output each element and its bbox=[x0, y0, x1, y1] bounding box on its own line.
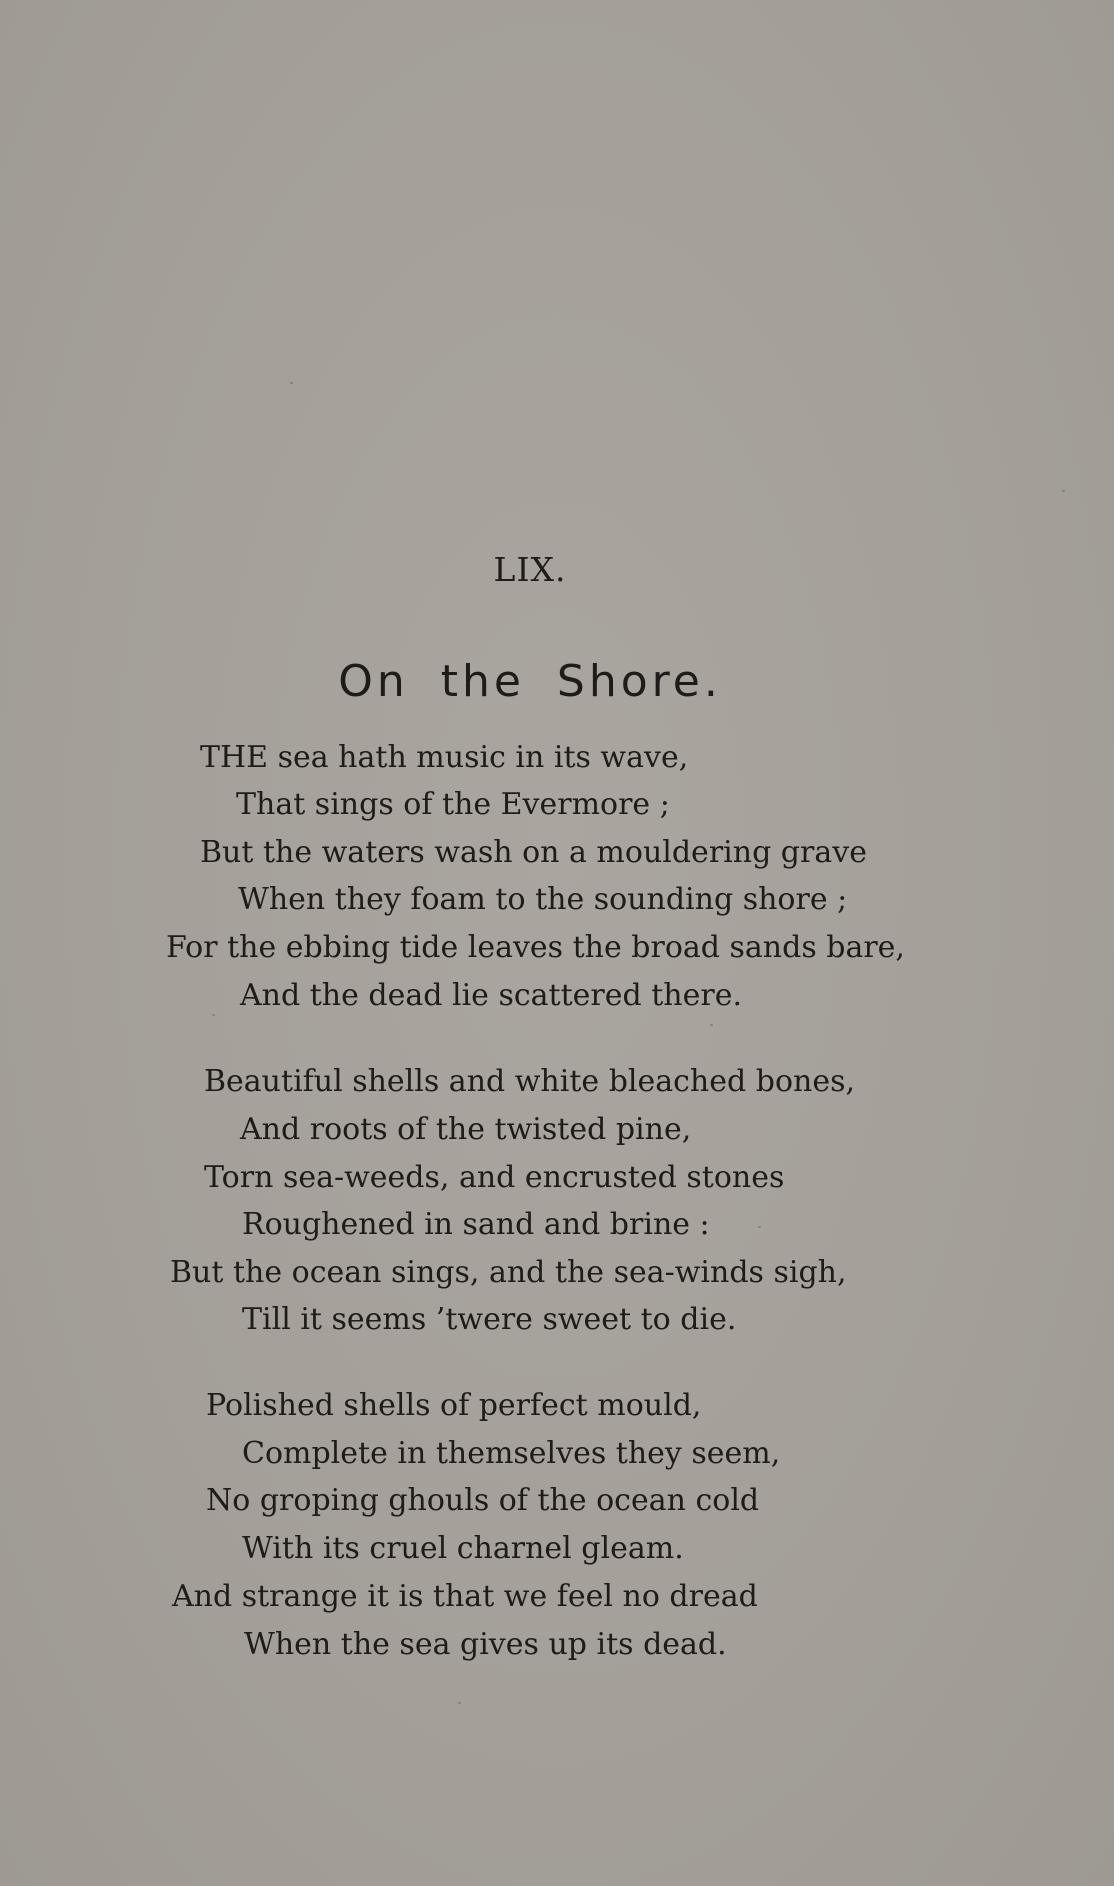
poem-line: And roots of the twisted pine, bbox=[240, 1112, 692, 1147]
poem-line: Complete in themselves they seem, bbox=[242, 1436, 781, 1471]
poem-line: But the waters wash on a mouldering grave bbox=[200, 835, 867, 870]
poem-line: No groping ghouls of the ocean cold bbox=[206, 1483, 760, 1518]
poem-title: On the Shore. bbox=[338, 656, 722, 707]
poem-line: Polished shells of perfect mould, bbox=[206, 1388, 702, 1423]
poem-line: For the ebbing tide leaves the broad sands bare, bbox=[166, 930, 905, 965]
poem-line: Torn sea-weeds, and encrusted stones bbox=[204, 1160, 785, 1195]
drop-word: THE bbox=[200, 740, 269, 775]
poem-line: Roughened in sand and brine : bbox=[242, 1207, 710, 1242]
poem-line: But the ocean sings, and the sea-winds sigh, bbox=[170, 1255, 847, 1290]
poem-line: And strange it is that we feel no dread bbox=[172, 1579, 758, 1614]
poem-line: With its cruel charnel gleam. bbox=[242, 1531, 684, 1566]
poem-line: Till it seems ’twere sweet to die. bbox=[242, 1302, 737, 1337]
poem-line: When they foam to the sounding shore ; bbox=[238, 882, 848, 917]
poem-line: That sings of the Evermore ; bbox=[236, 787, 670, 822]
poem-line: THE sea hath music in its wave, bbox=[200, 740, 689, 775]
poem-number: LIX. bbox=[493, 550, 567, 589]
poem-line: And the dead lie scattered there. bbox=[240, 978, 743, 1013]
poem-line: Beautiful shells and white bleached bones, bbox=[204, 1064, 856, 1099]
poem-line: When the sea gives up its dead. bbox=[244, 1627, 727, 1662]
